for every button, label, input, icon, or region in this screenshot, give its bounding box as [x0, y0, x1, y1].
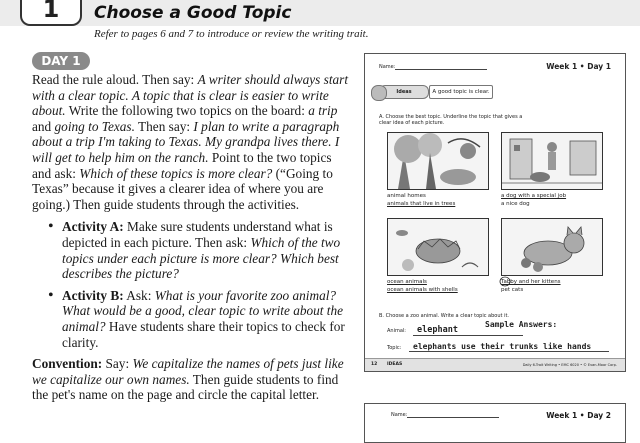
- lesson-subtitle: Refer to pages 6 and 7 to introduce or review the writing trait.: [94, 28, 369, 40]
- worksheet-footer: [365, 358, 625, 371]
- ideas-badge: Ideas: [379, 85, 429, 99]
- lesson-body: [32, 72, 354, 403]
- intro-question: Which of these topics is more clear?: [79, 165, 273, 181]
- footer-credit: Daily 6-Trait Writing • EMC 6020 • © Evan-Moor Corp.: [522, 362, 617, 367]
- intro-quote-1: A writer should always start with a clear topic. A topic that is clear is easier to write about.: [32, 72, 349, 119]
- name-label-2: Name:: [391, 412, 408, 418]
- lightbulb-icon: [371, 85, 387, 101]
- footer-page-number: 12: [371, 362, 378, 367]
- activity-a-text: Make sure students understand what is depicted in each picture. Then ask:: [62, 219, 333, 250]
- worksheet-day-1: [364, 53, 626, 372]
- convention-text: Say:: [102, 356, 133, 372]
- option-2-a: a dog with a special job: [501, 193, 567, 199]
- activity-b-text-end: Have students share their topics to check for clarity.: [62, 318, 345, 350]
- topic-texas: going to Texas.: [54, 118, 135, 134]
- convention-label: Convention:: [32, 356, 103, 372]
- convention-text-end: Then guide students to find the pet's name on the page and circle the capital letter.: [32, 371, 339, 403]
- circle-mark-icon: [499, 276, 511, 287]
- convention-quote: We capitalize the names of pets just like we capitalize our own names.: [32, 356, 344, 387]
- activity-b-text: Ask:: [123, 287, 155, 303]
- intro-text-3: Then say:: [134, 118, 194, 134]
- footer-trait: IDEAS: [387, 362, 403, 367]
- activity-list: [32, 219, 354, 350]
- option-3-a: ocean animals: [387, 279, 427, 285]
- day-badge: DAY 1: [32, 52, 90, 70]
- week-day-label-2: Week 1 • Day 2: [546, 411, 611, 420]
- intro-and: and: [32, 118, 55, 134]
- animal-answer: elephant: [417, 325, 458, 335]
- option-3-b: ocean animals with shells: [387, 287, 458, 293]
- dog-job-picture: [501, 132, 603, 190]
- option-4-b: pet cats: [501, 287, 524, 293]
- instruction-a: A. Choose the best topic. Underline the topic that gives a clear idea of each picture.: [379, 114, 523, 126]
- lesson-title: Choose a Good Topic: [94, 3, 292, 23]
- option-2-b: a nice dog: [501, 201, 530, 207]
- topic-trip: a trip: [308, 103, 338, 119]
- option-1-a: animal homes: [387, 193, 426, 199]
- intro-text-5: (“Going to Texas” because it gives a clearer idea of where you are going.) Then guide students through the activities.: [32, 165, 333, 212]
- option-1-b: animals that live in trees: [387, 201, 456, 207]
- activity-a: [62, 219, 354, 281]
- topic-line: [409, 351, 609, 352]
- activity-b: [62, 288, 354, 350]
- week-day-label: Week 1 • Day 1: [546, 62, 611, 71]
- activity-b-question: What is your favorite zoo animal? What would be a good, clear topic to write about the animal?: [62, 287, 344, 334]
- intro-quote-2: I plan to write a paragraph about a trip I'm taking to Texas. My grandpa lives there. I will get to help him on the ranch.: [32, 118, 340, 165]
- intro-text-1: Read the rule aloud. Then say:: [32, 72, 198, 87]
- rule-box: A good topic is clear.: [429, 85, 493, 99]
- activity-b-label: Activity B:: [62, 287, 124, 303]
- sample-answers-label: Sample Answers:: [485, 320, 558, 329]
- ocean-animals-picture: [387, 218, 489, 276]
- tree-animals-picture: [387, 132, 489, 190]
- animal-line: [413, 335, 523, 336]
- worksheet-day-2: [364, 403, 626, 443]
- intro-text-2: Write the following two topics on the board:: [65, 103, 309, 119]
- intro-paragraph: [32, 72, 354, 212]
- intro-text-4: Point to the two topics and ask:: [32, 149, 332, 181]
- topic-answer: elephants use their trunks like hands: [413, 342, 592, 351]
- name-label: Name:: [379, 64, 396, 70]
- kittens-picture: [501, 218, 603, 276]
- name-line: [395, 69, 487, 70]
- instruction-b: B. Choose a zoo animal. Write a clear topic about it.: [379, 313, 510, 319]
- lesson-header: [0, 0, 640, 26]
- option-4-a: Tabby and her kittens: [501, 279, 561, 285]
- activity-a-label: Activity A:: [62, 219, 124, 235]
- activity-a-question: Which of the two topics under each picture is more clear? Which best describes the picture?: [62, 234, 341, 282]
- convention-paragraph: [32, 356, 354, 403]
- topic-label: Topic:: [387, 345, 402, 351]
- animal-label: Animal:: [387, 328, 406, 334]
- lesson-number: 1: [20, 0, 82, 26]
- name-line-2: [407, 417, 499, 418]
